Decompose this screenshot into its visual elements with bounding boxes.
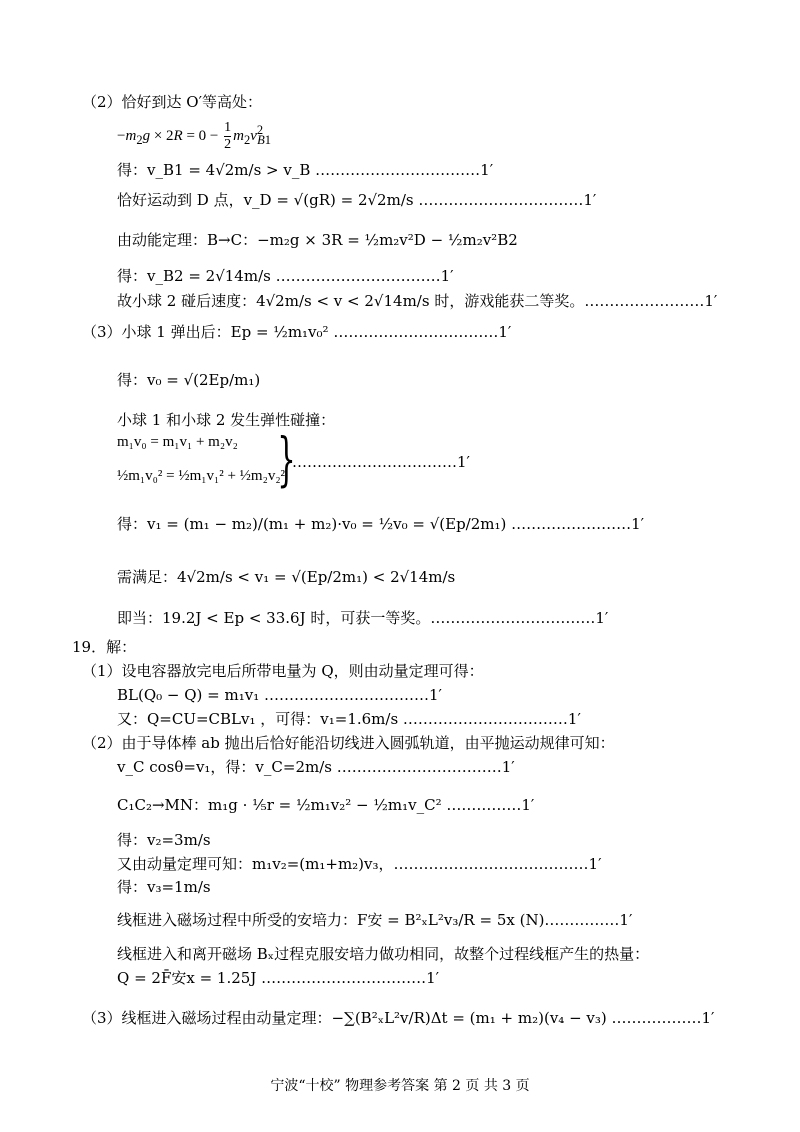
- q19-part1-eq1: BL(Q₀ − Q) = m₁v₁ ……………………………1′: [117, 686, 442, 704]
- vb2-result: 得：v_B2 = 2√14m/s ……………………………1′: [117, 267, 454, 285]
- q19-part2-heat-eq: Q = 2F̄安x = 1.25J ……………………………1′: [117, 969, 440, 987]
- q19-part3: （3）线框进入磁场过程由动量定理：−∑(B²ₓL²v/R)Δt = (m₁ + m₂)(v₄ − v₃) ………………1′: [82, 1009, 715, 1027]
- section2-heading: （2）恰好到达 O′等高处：: [82, 93, 263, 111]
- system-brace: }: [277, 425, 296, 493]
- energy-equation: ½m₁v₀² = ½m₁v₁² + ½m₂v₂²: [117, 468, 286, 484]
- q19-part2-eq1: v_C cosθ=v₁，得：v_C=2m/s ……………………………1′: [117, 758, 515, 776]
- section2-energy-equation: $-m_2g \times 2R = 0$ − $\frac{1}{2}$ $m_2v^2_{B1}$: [117, 120, 272, 153]
- page-footer: 宁波“十校” 物理参考答案 第 2 页 共 3 页: [270, 1078, 530, 1094]
- q19-part2-heading: （2）由于导体棒 ab 抛出后恰好能沿切线进入圆弧轨道，由平抛运动规律可知：: [82, 734, 615, 752]
- vb1-result: 得：v_B1 = 4√2m/s > v_B ……………………………1′: [117, 161, 494, 179]
- v1-result: 得：v₁ = (m₁ − m₂)/(m₁ + m₂)·v₀ = ½v₀ = √(Ep/2m₁) ……………………1′: [117, 515, 645, 533]
- q19-heading: 19．解：: [72, 638, 137, 656]
- q19-part2-heat-text: 线框进入和离开磁场 Bₓ过程克服安培力做功相同，故整个过程线框产生的热量：: [117, 945, 650, 963]
- section2-conclusion: 故小球 2 碰后速度：4√2m/s < v < 2√14m/s 时，游戏能获二等奖。……………………1′: [117, 292, 718, 310]
- section3-final: 即当：19.2J < Ep < 33.6J 时，可获一等奖。……………………………1′: [117, 609, 609, 627]
- collision-text: 小球 1 和小球 2 发生弹性碰撞：: [117, 411, 336, 429]
- section3-heading: （3）小球 1 弹出后：Ep = ½m₁v₀² ……………………………1′: [82, 323, 512, 341]
- collision-score: ……………………………1′: [292, 453, 470, 471]
- q19-part2-momentum: 又由动量定理可知：m₁v₂=(m₁+m₂)v₃，…………………………………1′: [117, 855, 602, 873]
- d-point-result: 恰好运动到 D 点，v_D = √(gR) = 2√2m/s ……………………………1′: [117, 191, 597, 209]
- q19-part1-heading: （1）设电容器放完电后所带电量为 Q，则由动量定理可得：: [82, 662, 484, 680]
- condition: 需满足：4√2m/s < v₁ = √(Ep/2m₁) < 2√14m/s: [117, 568, 456, 586]
- q19-part2-force: 线框进入磁场过程中所受的安培力：F安 = B²ₓL²v₃/R = 5x (N)……………1′: [117, 911, 633, 929]
- v0-result: 得：v₀ = √(2Ep/m₁): [117, 371, 261, 389]
- kinetic-energy-theorem: 由动能定理：B→C：−m₂g × 3R = ½m₂v²D − ½m₂v²B2: [117, 231, 518, 249]
- q19-part2-eq2: C₁C₂→MN：m₁g · ⅕r = ½m₁v₂² − ½m₁v_C² ……………1′: [117, 796, 535, 814]
- q19-part2-v3: 得：v₃=1m/s: [117, 878, 211, 896]
- q19-part1-eq2: 又：Q=CU=CBLv₁ ，可得：v₁=1.6m/s ……………………………1′: [117, 710, 581, 728]
- momentum-equation: m₁v₀ = m₁v₁ + m₂v₂: [117, 434, 238, 450]
- q19-part2-v2: 得：v₂=3m/s: [117, 831, 211, 849]
